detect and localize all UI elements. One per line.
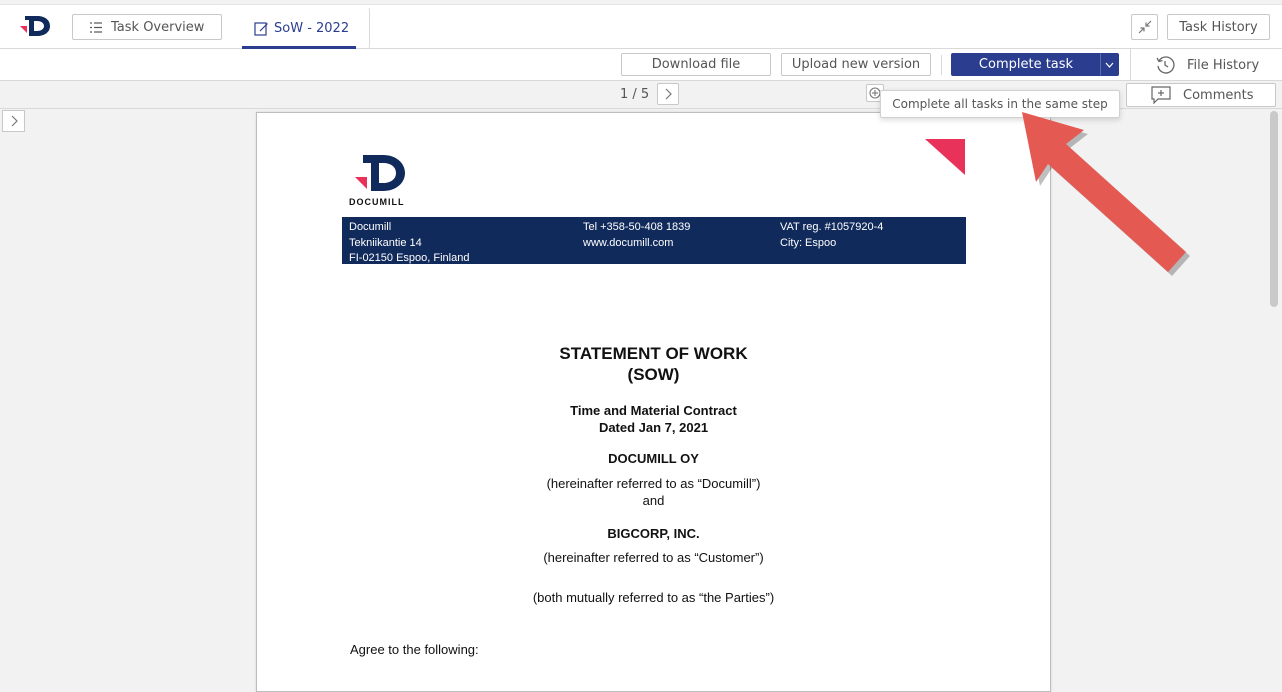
collapse-arrows-icon: [1137, 19, 1153, 35]
chevron-right-icon: [664, 88, 672, 100]
title-line: STATEMENT OF WORK: [559, 344, 748, 363]
task-history-label: Task History: [1179, 19, 1258, 35]
download-file-label: Download file: [651, 57, 741, 72]
collapse-button[interactable]: [1131, 14, 1158, 40]
upload-new-version-label: Upload new version: [791, 57, 921, 72]
page-indicator: 1 / 5: [620, 87, 650, 102]
corner-accent-triangle: [925, 139, 965, 175]
registration-column: [780, 220, 883, 251]
edit-document-icon: [254, 21, 269, 36]
info-line: FI-02150 Espoo, Finland: [349, 252, 470, 264]
complete-task-dropdown[interactable]: [1100, 53, 1119, 76]
party2-name: BIGCORP, INC.: [607, 526, 700, 541]
vertical-scrollbar[interactable]: [1270, 111, 1278, 307]
tab-sow-label: SoW - 2022: [274, 20, 350, 36]
tab-sow-2022[interactable]: [242, 8, 370, 48]
chevron-down-icon: [1105, 62, 1114, 68]
document-title: [257, 343, 1050, 385]
info-line: Tekniikantie 14: [349, 236, 422, 249]
file-history-button[interactable]: [1130, 49, 1282, 81]
company-info-band: [342, 217, 966, 264]
agree-line: Agree to the following:: [350, 642, 479, 657]
info-line: www.documill.com: [583, 236, 674, 249]
party1-reference: [257, 475, 1050, 509]
info-line: City: Espoo: [780, 236, 837, 249]
task-list-icon: [89, 21, 103, 34]
info-line: Tel +358-50-408 1839: [583, 221, 691, 233]
tooltip-text: Complete all tasks in the same step: [892, 97, 1108, 111]
address-column: [349, 220, 469, 267]
next-page-button[interactable]: [657, 83, 679, 105]
task-overview-label: Task Overview: [111, 19, 205, 35]
parties-reference: (both mutually referred to as “the Parties”): [532, 590, 775, 605]
document-brand-name: DOCUMILL: [349, 197, 405, 207]
subtitle-line: Dated Jan 7, 2021: [598, 420, 709, 435]
task-history-button[interactable]: [1167, 14, 1270, 40]
party1-name: DOCUMILL OY: [608, 451, 699, 466]
file-history-label: File History: [1187, 57, 1260, 73]
document-subtitle: [257, 402, 1050, 436]
complete-task-label: Complete task: [978, 57, 1074, 72]
documill-logo-icon: [353, 153, 413, 197]
subtitle-line: Time and Material Contract: [570, 403, 737, 418]
documill-logo-icon[interactable]: [19, 14, 53, 38]
complete-task-button[interactable]: [951, 53, 1101, 76]
comments-label: Comments: [1183, 87, 1254, 103]
party2-reference: (hereinafter referred to as “Customer”): [543, 550, 764, 565]
top-strip: [0, 0, 1282, 5]
and-line: and: [642, 493, 665, 508]
annotation-arrow-icon: [1000, 100, 1200, 290]
info-line: VAT reg. #1057920-4: [780, 221, 884, 233]
document-page: [256, 112, 1051, 692]
chevron-right-icon: [10, 115, 18, 127]
document-toolbar: [0, 49, 1282, 81]
info-line: Documill: [349, 221, 392, 233]
upload-new-version-button[interactable]: [781, 53, 931, 76]
party1-ref-line: (hereinafter referred to as “Documill”): [546, 476, 761, 491]
top-header: [0, 0, 1282, 49]
thumbnail-sidebar-toggle[interactable]: [2, 110, 25, 132]
title-line: (SOW): [627, 365, 680, 384]
download-file-button[interactable]: [621, 53, 771, 76]
toolbar-divider: [941, 55, 942, 75]
task-overview-button[interactable]: [72, 14, 222, 40]
history-clock-icon: [1155, 55, 1175, 75]
contact-column: [583, 220, 690, 251]
